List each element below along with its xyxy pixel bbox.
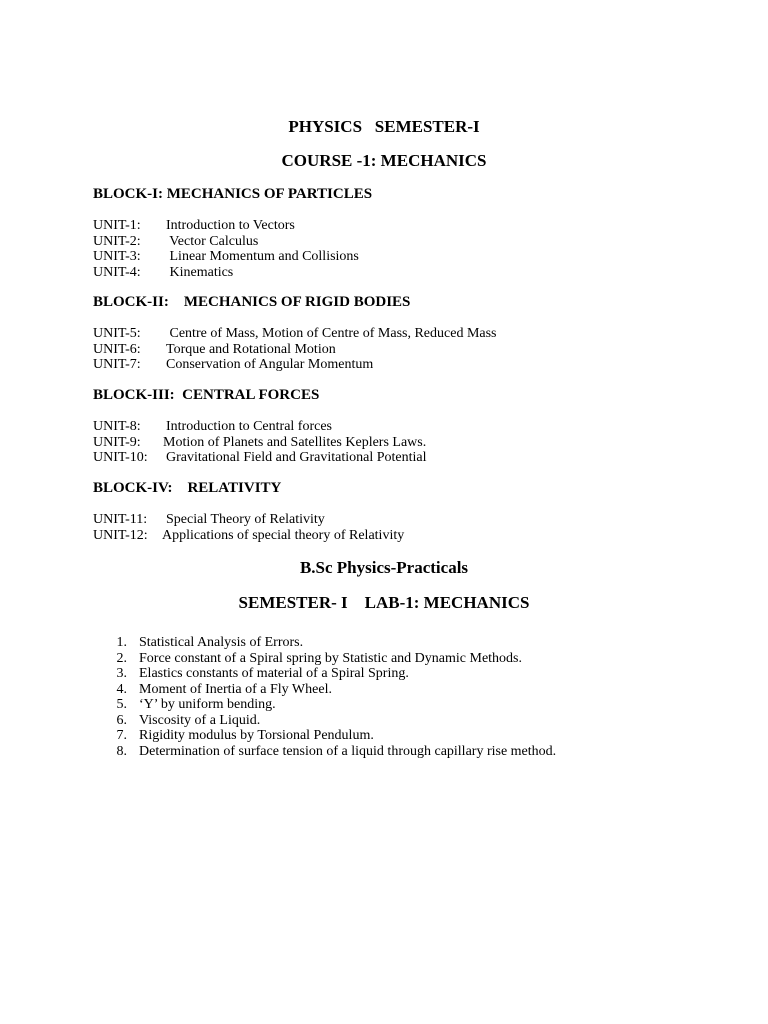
item-text: Force constant of a Spiral spring by Statistic and Dynamic Methods. — [139, 650, 522, 666]
unit-title: Torque and Rotational Motion — [166, 341, 336, 357]
unit-title: Applications of special theory of Relativity — [162, 527, 405, 543]
list-item — [113, 697, 556, 713]
item-text: Determination of surface tension of a liquid through capillary rise method. — [139, 743, 557, 759]
unit-label: UNIT-4: — [93, 264, 141, 280]
unit-title: Introduction to Vectors — [166, 218, 295, 233]
unit-label: UNIT-3: — [93, 249, 141, 264]
unit-row — [93, 450, 427, 466]
item-text: Statistical Analysis of Errors. — [139, 635, 304, 650]
unit-row — [93, 249, 359, 265]
page-title: PHYSICS SEMESTER-I — [288, 117, 480, 136]
experiment-list — [113, 635, 556, 759]
practicals-title: B.Sc Physics-Practicals — [299, 558, 469, 577]
unit-row — [93, 326, 497, 342]
list-item — [113, 713, 556, 729]
block-heading: BLOCK-IV: RELATIVITY — [93, 480, 282, 496]
unit-row — [93, 435, 427, 451]
unit-label: UNIT-10: — [93, 450, 148, 465]
item-text: Viscosity of a Liquid. — [139, 712, 261, 728]
unit-title: Gravitational Field and Gravitational Potential — [166, 450, 427, 465]
list-item — [113, 635, 556, 651]
unit-title: Conservation of Angular Momentum — [166, 357, 374, 372]
unit-list — [93, 419, 427, 466]
item-number: 3. — [116, 666, 127, 681]
lab-title: SEMESTER- I LAB-1: MECHANICS — [238, 593, 530, 612]
unit-row — [93, 512, 404, 528]
item-number: 6. — [116, 712, 127, 728]
item-text: ‘Y’ by uniform bending. — [139, 697, 276, 712]
list-item — [113, 744, 556, 760]
item-number: 2. — [116, 650, 127, 666]
unit-label: UNIT-8: — [93, 419, 141, 434]
list-item — [113, 682, 556, 698]
unit-title: Centre of Mass, Motion of Centre of Mass, Reduced Mass — [166, 326, 497, 341]
item-number: 4. — [116, 681, 127, 697]
block-heading: BLOCK-II: MECHANICS OF RIGID BODIES — [93, 294, 411, 310]
unit-list — [93, 218, 359, 280]
unit-row — [93, 265, 359, 281]
unit-list — [93, 326, 497, 373]
unit-label: UNIT-1: — [93, 218, 141, 233]
unit-label: UNIT-5: — [93, 326, 141, 341]
unit-title: Kinematics — [166, 264, 234, 280]
item-text: Rigidity modulus by Torsional Pendulum. — [139, 728, 374, 743]
unit-title: Motion of Planets and Satellites Keplers Laws. — [163, 434, 427, 450]
unit-list — [93, 512, 404, 543]
unit-title: Linear Momentum and Collisions — [166, 249, 359, 264]
unit-label: UNIT-6: — [93, 341, 141, 357]
unit-label: UNIT-9: — [93, 434, 141, 450]
unit-row — [93, 218, 359, 234]
list-item — [113, 728, 556, 744]
list-item — [113, 666, 556, 682]
unit-row — [93, 234, 359, 250]
unit-row — [93, 528, 404, 544]
course-title: COURSE -1: MECHANICS — [281, 151, 487, 170]
unit-title: Introduction to Central forces — [166, 419, 333, 434]
block-heading: BLOCK-I: MECHANICS OF PARTICLES — [93, 186, 373, 202]
unit-label: UNIT-7: — [93, 357, 141, 372]
item-number: 8. — [116, 743, 127, 759]
item-number: 5. — [116, 697, 127, 712]
unit-row — [93, 342, 497, 358]
unit-row — [93, 357, 497, 373]
item-text: Elastics constants of material of a Spiral Spring. — [139, 666, 409, 681]
item-number: 7. — [116, 728, 127, 743]
unit-title: Vector Calculus — [166, 233, 259, 249]
unit-label: UNIT-2: — [93, 233, 141, 249]
unit-row — [93, 419, 427, 435]
unit-label: UNIT-11: — [93, 512, 148, 527]
block-heading: BLOCK-III: CENTRAL FORCES — [93, 387, 320, 403]
unit-title: Special Theory of Relativity — [166, 512, 325, 527]
item-text: Moment of Inertia of a Fly Wheel. — [139, 681, 332, 697]
list-item — [113, 651, 556, 667]
unit-label: UNIT-12: — [93, 527, 148, 543]
item-number: 1. — [116, 635, 127, 650]
